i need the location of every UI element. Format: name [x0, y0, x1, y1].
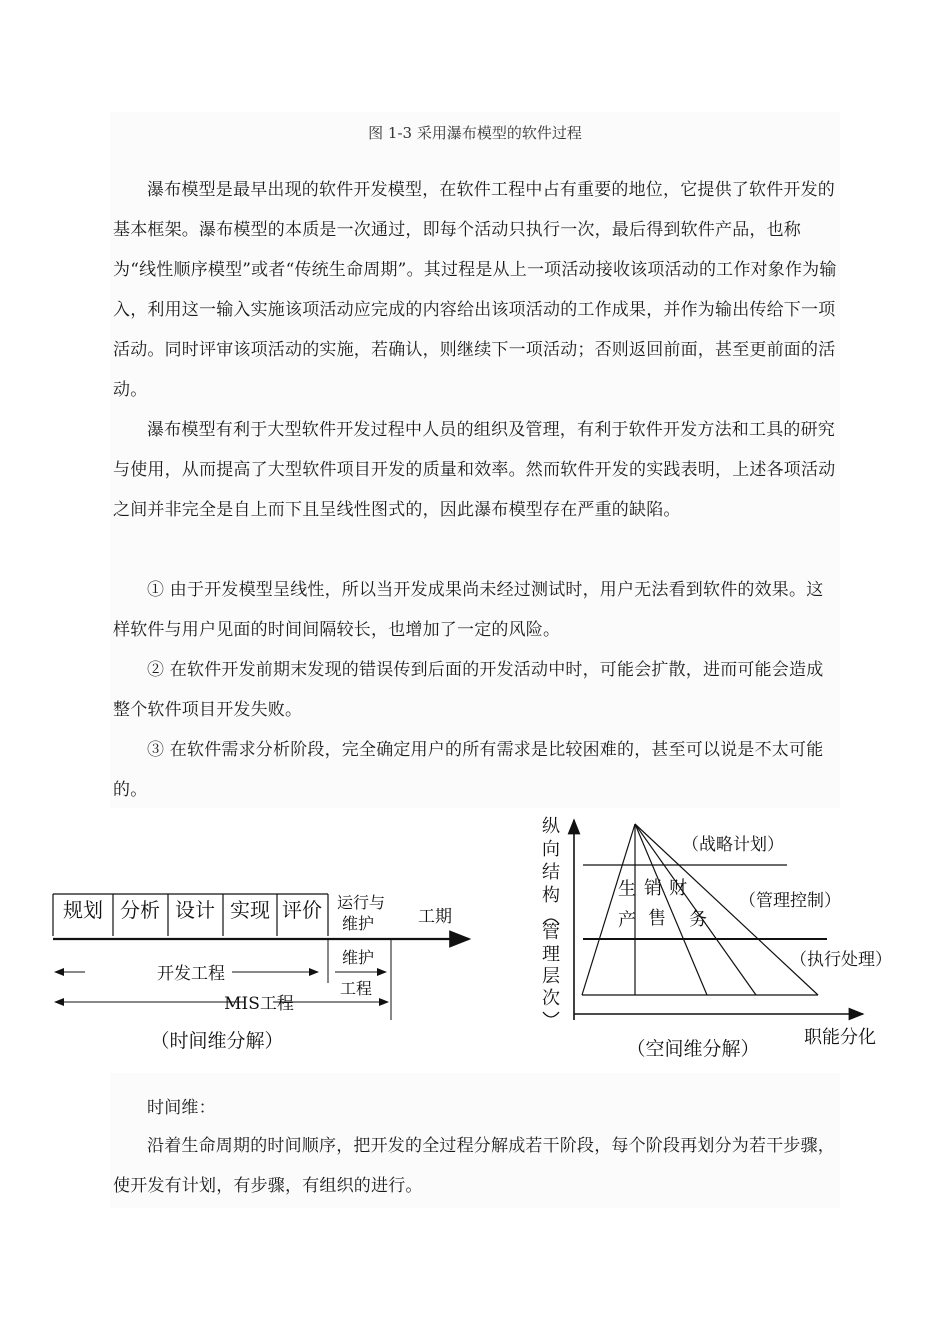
- dev-engineering-label: 开发工程: [157, 964, 225, 984]
- func-sales-char: 销: [644, 878, 662, 899]
- space-dimension-title: （空间维分解）: [626, 1038, 760, 1060]
- y-label-char: 管: [542, 922, 560, 943]
- maint-engineering-top: 维护: [341, 948, 375, 967]
- mis-engineering-label: MIS工程: [224, 994, 294, 1014]
- paragraph-text: 沿着生命周期的时间顺序，把开发的全过程分解成若干阶段，每个阶段再划分为若干步骤，使开发有计划，有步骤，有组织的进行。: [113, 1136, 835, 1196]
- y-label-char: 纵: [542, 816, 560, 837]
- paragraph-text: 时间维：: [147, 1098, 216, 1118]
- paragraph-text: 瀑布模型是最早出现的软件开发模型，在软件工程中占有重要的地位，它提供了软件开发的基本框架。瀑布模型的本质是一次通过，即每个活动只执行一次，最后得到软件产品，也称为“线性顺序模型”或者“传统生命周期”。其过程是从上一项活动接收该项活动的工作对象作为输入，利用这一输入实施该项活动应完成的内容给出该项活动的工作成果，并作为输出传给下一项活动。同时评审该项活动的实施，若确认，则继续下一项活动；否则返回前面，甚至更前面的活动。: [113, 180, 837, 400]
- paragraph-defect-2: [113, 650, 838, 730]
- y-label-char: 向: [542, 839, 560, 860]
- y-label-char: 理: [542, 944, 560, 965]
- paragraph-text: 瀑布模型有利于大型软件开发过程中人员的组织及管理，有利于软件开发方法和工具的研究与使用，从而提高了大型软件项目开发的质量和效率。然而软件开发的实践表明，上述各项活动之间并非完全是自上而下且呈线性图式的，因此瀑布模型存在严重的缺陷。: [113, 420, 836, 520]
- paragraph-waterfall-intro: [113, 170, 838, 410]
- phase-operation-top: 运行与: [336, 893, 386, 912]
- paragraph-text: ① 由于开发模型呈线性，所以当开发成果尚未经过测试时，用户无法看到软件的效果。这样软件与用户见面的时间间隔较长，也增加了一定的风险。: [113, 580, 824, 640]
- level-management: （管理控制）: [739, 891, 841, 911]
- x-axis-label: 职能分化: [804, 1027, 876, 1048]
- y-label-char: 结: [542, 862, 560, 883]
- phase-implementation: 实现: [230, 898, 270, 922]
- paragraph-defect-1: [113, 570, 838, 650]
- paragraph-time-dimension-body: [113, 1126, 838, 1206]
- paragraph-defect-3: [113, 730, 838, 810]
- paragraph-time-dimension-heading: [113, 1088, 838, 1128]
- func-production-char: 产: [618, 910, 636, 931]
- decomposition-figure: [45, 808, 935, 1073]
- y-label-char: 次: [542, 988, 560, 1009]
- phase-design: 设计: [175, 898, 215, 922]
- func-production-char: 生: [618, 879, 636, 900]
- phase-operation-bottom: 维护: [341, 914, 375, 933]
- y-label-char: 层: [542, 966, 560, 987]
- phase-analysis: 分析: [120, 898, 160, 922]
- paragraph-waterfall-benefits: [113, 410, 838, 530]
- figure-caption: 图 1-3 采用瀑布模型的软件过程: [368, 124, 582, 142]
- phase-planning: 规划: [63, 898, 103, 922]
- paragraph-text: ③ 在软件需求分析阶段，完全确定用户的所有需求是比较困难的，甚至可以说是不太可能的。: [113, 740, 824, 800]
- func-finance-char: 务: [689, 909, 707, 930]
- y-label-char: 构: [542, 885, 560, 906]
- time-dimension-title: （时间维分解）: [150, 1030, 284, 1052]
- level-strategic: （战略计划）: [682, 835, 784, 855]
- phase-evaluation: 评价: [282, 898, 322, 922]
- paragraph-text: ② 在软件开发前期末发现的错误传到后面的开发活动中时，可能会扩散，进而可能会造成整个软件项目开发失败。: [113, 660, 824, 720]
- func-finance-char: 财: [669, 878, 687, 899]
- func-sales-char: 售: [648, 908, 666, 929]
- time-axis-label: 工期: [418, 907, 452, 927]
- maint-engineering-bottom: 工程: [339, 979, 373, 998]
- level-operational: （执行处理）: [790, 950, 892, 970]
